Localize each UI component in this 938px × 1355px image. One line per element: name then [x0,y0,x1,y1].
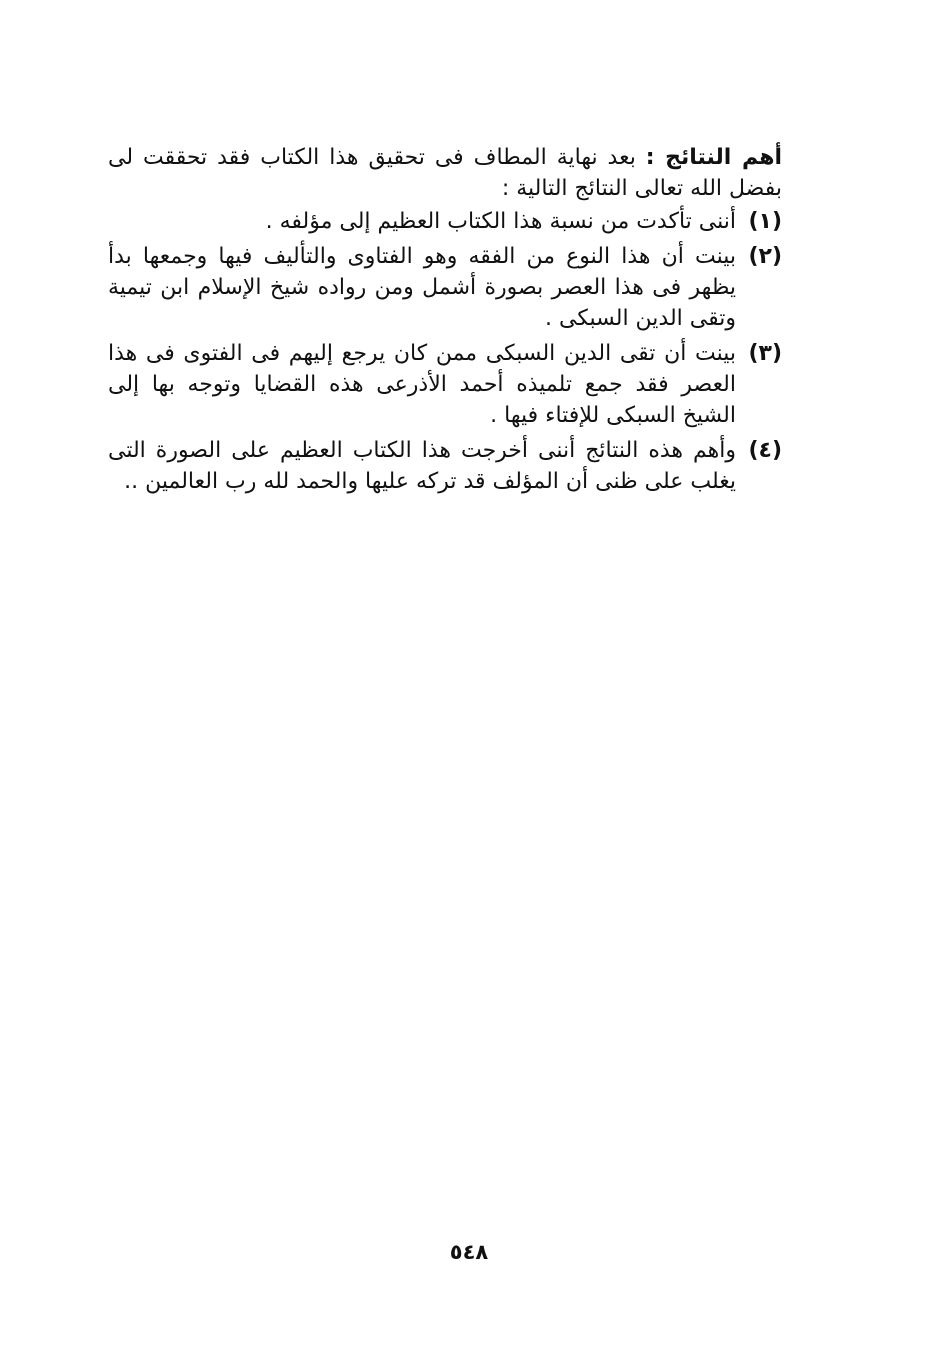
results-list [108,206,782,497]
list-item [108,241,782,334]
list-item [108,338,782,431]
list-item [108,435,782,497]
main-text-block [108,142,782,501]
item-text: بينت أن هذا النوع من الفقه وهو الفتاوى والتأليف فيها وجمعها بدأ يظهر فى هذا العصر بصورة أشمل ومن رواده شيخ الإسلام ابن تيمية وتقى الدين السبكى . [108,244,736,331]
page-number: ٥٤٨ [449,1240,489,1264]
item-text: بينت أن تقى الدين السبكى ممن كان يرجع إليهم فى الفتوى فى هذا العصر فقد جمع تلميذه أحمد الأذرعى هذه القضايا وتوجه بها إلى الشيخ السبكى للإفتاء فيها . [108,341,736,428]
item-text: وأهم هذه النتائج أننى أخرجت هذا الكتاب العظيم على الصورة التى يغلب على ظنى أن المؤلف قد تركه عليها والحمد لله رب العالمين .. [108,438,736,494]
list-item [108,206,782,237]
item-number: (٣) [748,341,782,366]
item-number: (٢) [748,244,782,269]
intro-text: بعد نهاية المطاف فى تحقيق هذا الكتاب فقد تحققت لى بفضل الله تعالى النتائج التالية : [108,145,782,201]
intro-paragraph [108,142,782,204]
item-text: أننى تأكدت من نسبة هذا الكتاب العظيم إلى مؤلفه . [265,209,736,234]
item-number: (٤) [748,438,782,463]
item-number: (١) [748,209,782,234]
section-heading: أهم النتائج : [645,145,782,170]
